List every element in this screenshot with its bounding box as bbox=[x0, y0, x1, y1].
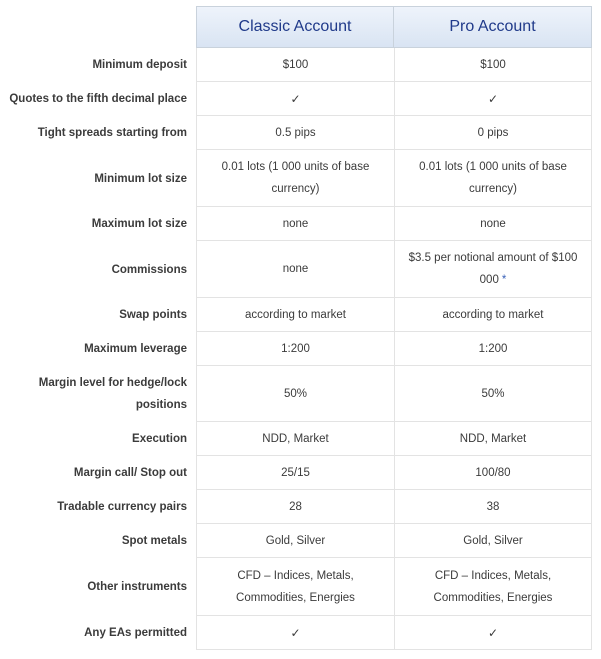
pro-account-header: Pro Account bbox=[394, 6, 592, 48]
classic-value: CFD – Indices, Metals, Commodities, Energies bbox=[196, 558, 394, 616]
table-row bbox=[0, 48, 601, 82]
pro-value: CFD – Indices, Metals, Commodities, Energies bbox=[394, 558, 592, 616]
classic-value: 1:200 bbox=[196, 332, 394, 366]
classic-value: 0.01 lots (1 000 units of base currency) bbox=[196, 150, 394, 207]
classic-value: none bbox=[196, 207, 394, 241]
commission-amount: $3.5 per notional amount of $100 000 bbox=[408, 252, 578, 286]
pro-value: 0 pips bbox=[394, 116, 592, 150]
pro-commission-text bbox=[407, 247, 579, 291]
row-label: Minimum deposit bbox=[92, 59, 187, 71]
row-label: Swap points bbox=[119, 309, 187, 321]
row-label: Minimum lot size bbox=[94, 172, 187, 185]
row-label: Commissions bbox=[111, 263, 187, 276]
classic-checkmark-icon: ✓ bbox=[196, 82, 394, 116]
classic-value: 25/15 bbox=[196, 456, 394, 490]
table-row bbox=[0, 456, 601, 490]
header-spacer bbox=[0, 6, 196, 48]
row-label: Spot metals bbox=[121, 535, 187, 547]
pro-value bbox=[394, 241, 592, 298]
table-row bbox=[0, 241, 601, 298]
classic-value: Gold, Silver bbox=[196, 524, 394, 558]
account-comparison-table bbox=[0, 6, 601, 650]
table-row bbox=[0, 490, 601, 524]
pro-value: NDD, Market bbox=[394, 422, 592, 456]
classic-value: according to market bbox=[196, 298, 394, 332]
table-row bbox=[0, 616, 601, 650]
classic-value: 0.5 pips bbox=[196, 116, 394, 150]
classic-value: 28 bbox=[196, 490, 394, 524]
classic-value: none bbox=[196, 241, 394, 298]
pro-value: 100/80 bbox=[394, 456, 592, 490]
row-label: Other instruments bbox=[87, 581, 187, 593]
pro-checkmark-icon: ✓ bbox=[394, 616, 592, 650]
table-row bbox=[0, 82, 601, 116]
table-row bbox=[0, 524, 601, 558]
classic-value: $100 bbox=[196, 48, 394, 82]
row-label: Quotes to the fifth decimal place bbox=[9, 93, 187, 105]
pro-value: 1:200 bbox=[394, 332, 592, 366]
pro-value: 50% bbox=[394, 366, 592, 422]
row-label: Tight spreads starting from bbox=[37, 127, 187, 139]
classic-checkmark-icon: ✓ bbox=[196, 616, 394, 650]
row-label: Tradable currency pairs bbox=[57, 501, 187, 513]
table-header-row bbox=[0, 6, 601, 48]
table-row bbox=[0, 558, 601, 616]
classic-value: 50% bbox=[196, 366, 394, 422]
footnote-marker[interactable]: * bbox=[501, 274, 507, 286]
pro-value: according to market bbox=[394, 298, 592, 332]
row-label: Any EAs permitted bbox=[84, 627, 187, 639]
table-row bbox=[0, 207, 601, 241]
classic-account-header: Classic Account bbox=[196, 6, 394, 48]
pro-checkmark-icon: ✓ bbox=[394, 82, 592, 116]
pro-value: none bbox=[394, 207, 592, 241]
pro-value: $100 bbox=[394, 48, 592, 82]
classic-value: NDD, Market bbox=[196, 422, 394, 456]
table-row bbox=[0, 366, 601, 422]
pro-value: 0.01 lots (1 000 units of base currency) bbox=[394, 150, 592, 207]
row-label: Execution bbox=[132, 433, 187, 445]
pro-value: 38 bbox=[394, 490, 592, 524]
table-row bbox=[0, 332, 601, 366]
table-row bbox=[0, 422, 601, 456]
row-label: Maximum lot size bbox=[91, 218, 187, 230]
row-label: Margin level for hedge/lock positions bbox=[38, 377, 187, 411]
table-row bbox=[0, 150, 601, 207]
row-label: Margin call/ Stop out bbox=[73, 467, 187, 479]
table-row bbox=[0, 116, 601, 150]
pro-value: Gold, Silver bbox=[394, 524, 592, 558]
table-row bbox=[0, 298, 601, 332]
row-label: Maximum leverage bbox=[84, 343, 187, 355]
